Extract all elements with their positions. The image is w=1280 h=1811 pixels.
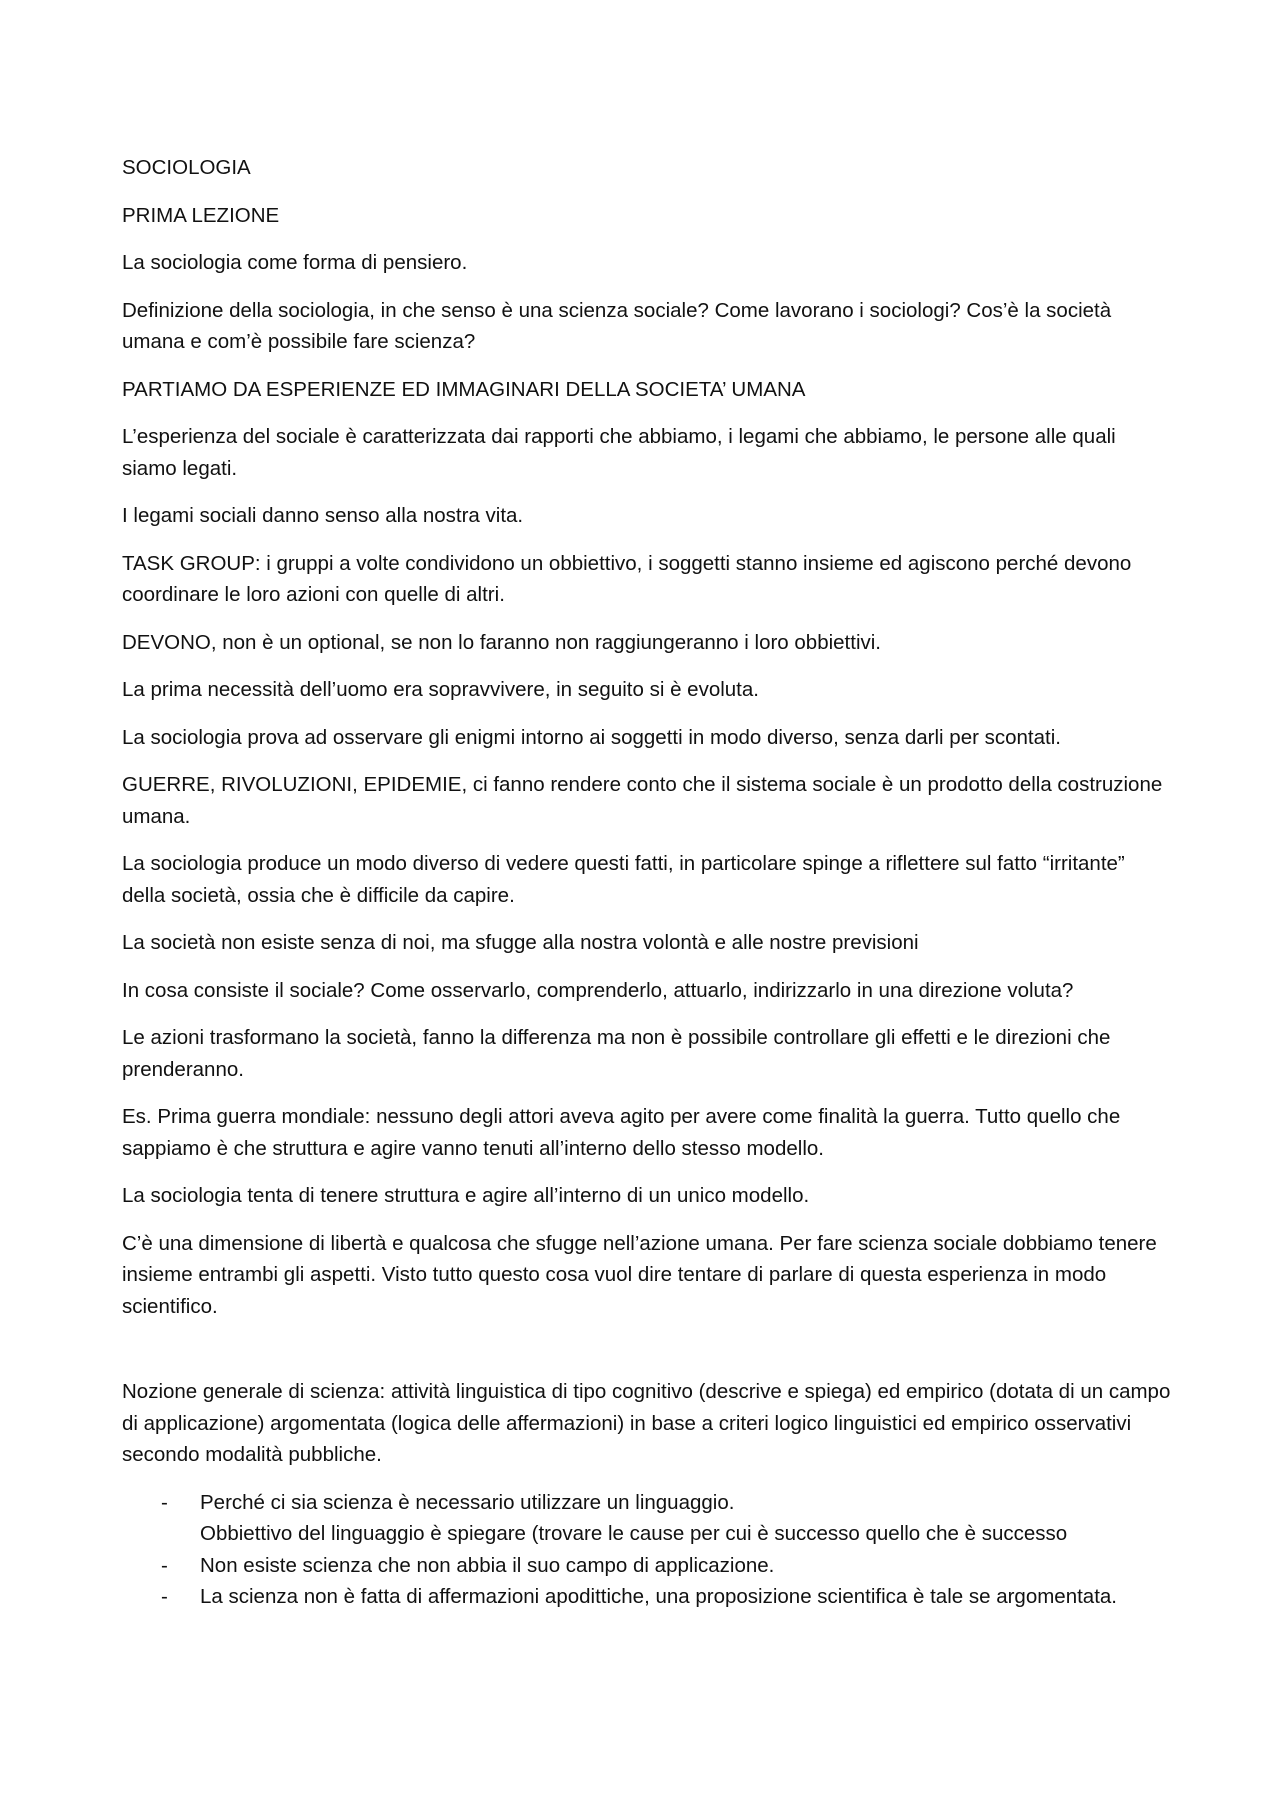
lesson-heading: PRIMA LEZIONE	[122, 203, 280, 227]
bullet-dash: -	[161, 1585, 168, 1608]
paragraph: L’esperienza del sociale è caratterizzata dai rapporti che abbiamo, i legami che abbiamo, le persone alle quali siamo legati.	[122, 425, 1116, 480]
bullet-dash: -	[161, 1553, 168, 1577]
paragraph: DEVONO, non è un optional, se non lo faranno non raggiungeranno i loro obbiettivi.	[122, 630, 882, 654]
list-item	[122, 1550, 1172, 1582]
bullet-dash: -	[161, 1490, 168, 1514]
paragraph: La sociologia tenta di tenere struttura e agire all’interno di un unico modello.	[122, 1184, 810, 1207]
science-definition: Nozione generale di scienza: attività linguistica di tipo cognitivo (descrive e spiega) ed empirico (dotata di un campo di applicazione) argomentata (logica delle affermazioni) in base a criteri logico linguistici ed empirico osservativi secondo modalità pubbliche.	[122, 1380, 1171, 1466]
list-item	[122, 1487, 1172, 1550]
paragraph: C’è una dimensione di libertà e qualcosa che sfugge nell’azione umana. Per fare scienza sociale dobbiamo tenere insieme entrambi gli aspetti. Visto tutto questo cosa vuol dire tentare di parlare di questa esperienza in modo scientifico.	[122, 1231, 1157, 1318]
paragraph: Definizione della sociologia, in che senso è una scienza sociale? Come lavorano i sociologi? Cos’è la società umana e com’è possibile fare scienza?	[122, 298, 1112, 353]
list-item-text: Non esiste scienza che non abbia il suo campo di applicazione.	[200, 1553, 775, 1577]
list-item-continuation: Obbiettivo del linguaggio è spiegare (trovare le cause per cui è successo quello che è successo	[200, 1522, 1068, 1545]
paragraph: La sociologia come forma di pensiero.	[122, 251, 468, 274]
list-item	[122, 1581, 1172, 1613]
paragraph: La sociologia prova ad osservare gli enigmi intorno ai soggetti in modo diverso, senza darli per scontati.	[122, 725, 1061, 749]
paragraph: Es. Prima guerra mondiale: nessuno degli attori aveva agito per avere come finalità la guerra. Tutto quello che sappiamo è che struttura e agire vanno tenuti all’interno dello stesso modello.	[122, 1105, 1121, 1160]
section-heading: PARTIAMO DA ESPERIENZE ED IMMAGINARI DELLA SOCIETA’ UMANA	[122, 377, 806, 401]
document-title: SOCIOLOGIA	[122, 156, 251, 179]
paragraph: GUERRE, RIVOLUZIONI, EPIDEMIE, ci fanno rendere conto che il sistema sociale è un prodotto della costruzione umana.	[122, 773, 1163, 828]
paragraph: La sociologia produce un modo diverso di vedere questi fatti, in particolare spinge a riflettere sul fatto “irritante” della società, ossia che è difficile da capire.	[122, 852, 1125, 907]
paragraph: I legami sociali danno senso alla nostra vita.	[122, 504, 524, 527]
blank-line	[122, 1338, 1172, 1376]
paragraph: Le azioni trasformano la società, fanno la differenza ma non è possibile controllare gli effetti e le direzioni che prenderanno.	[122, 1026, 1111, 1081]
list-item-text: La scienza non è fatta di affermazioni apodittiche, una proposizione scientifica è tale se argomentata.	[200, 1585, 1117, 1608]
paragraph: In cosa consiste il sociale? Come osservarlo, comprenderlo, attuarlo, indirizzarlo in una direzione voluta?	[122, 978, 1074, 1002]
paragraph: La prima necessità dell’uomo era sopravvivere, in seguito si è evoluta.	[122, 678, 759, 701]
paragraph: TASK GROUP: i gruppi a volte condividono un obbiettivo, i soggetti stanno insieme ed agiscono perché devono coordinare le loro azioni con quelle di altri.	[122, 551, 1132, 606]
paragraph: La società non esiste senza di noi, ma sfugge alla nostra volontà e alle nostre previsioni	[122, 931, 919, 954]
document-page	[122, 152, 1172, 1613]
list-item-text: Perché ci sia scienza è necessario utilizzare un linguaggio.	[200, 1490, 735, 1514]
bullet-list	[122, 1487, 1172, 1613]
